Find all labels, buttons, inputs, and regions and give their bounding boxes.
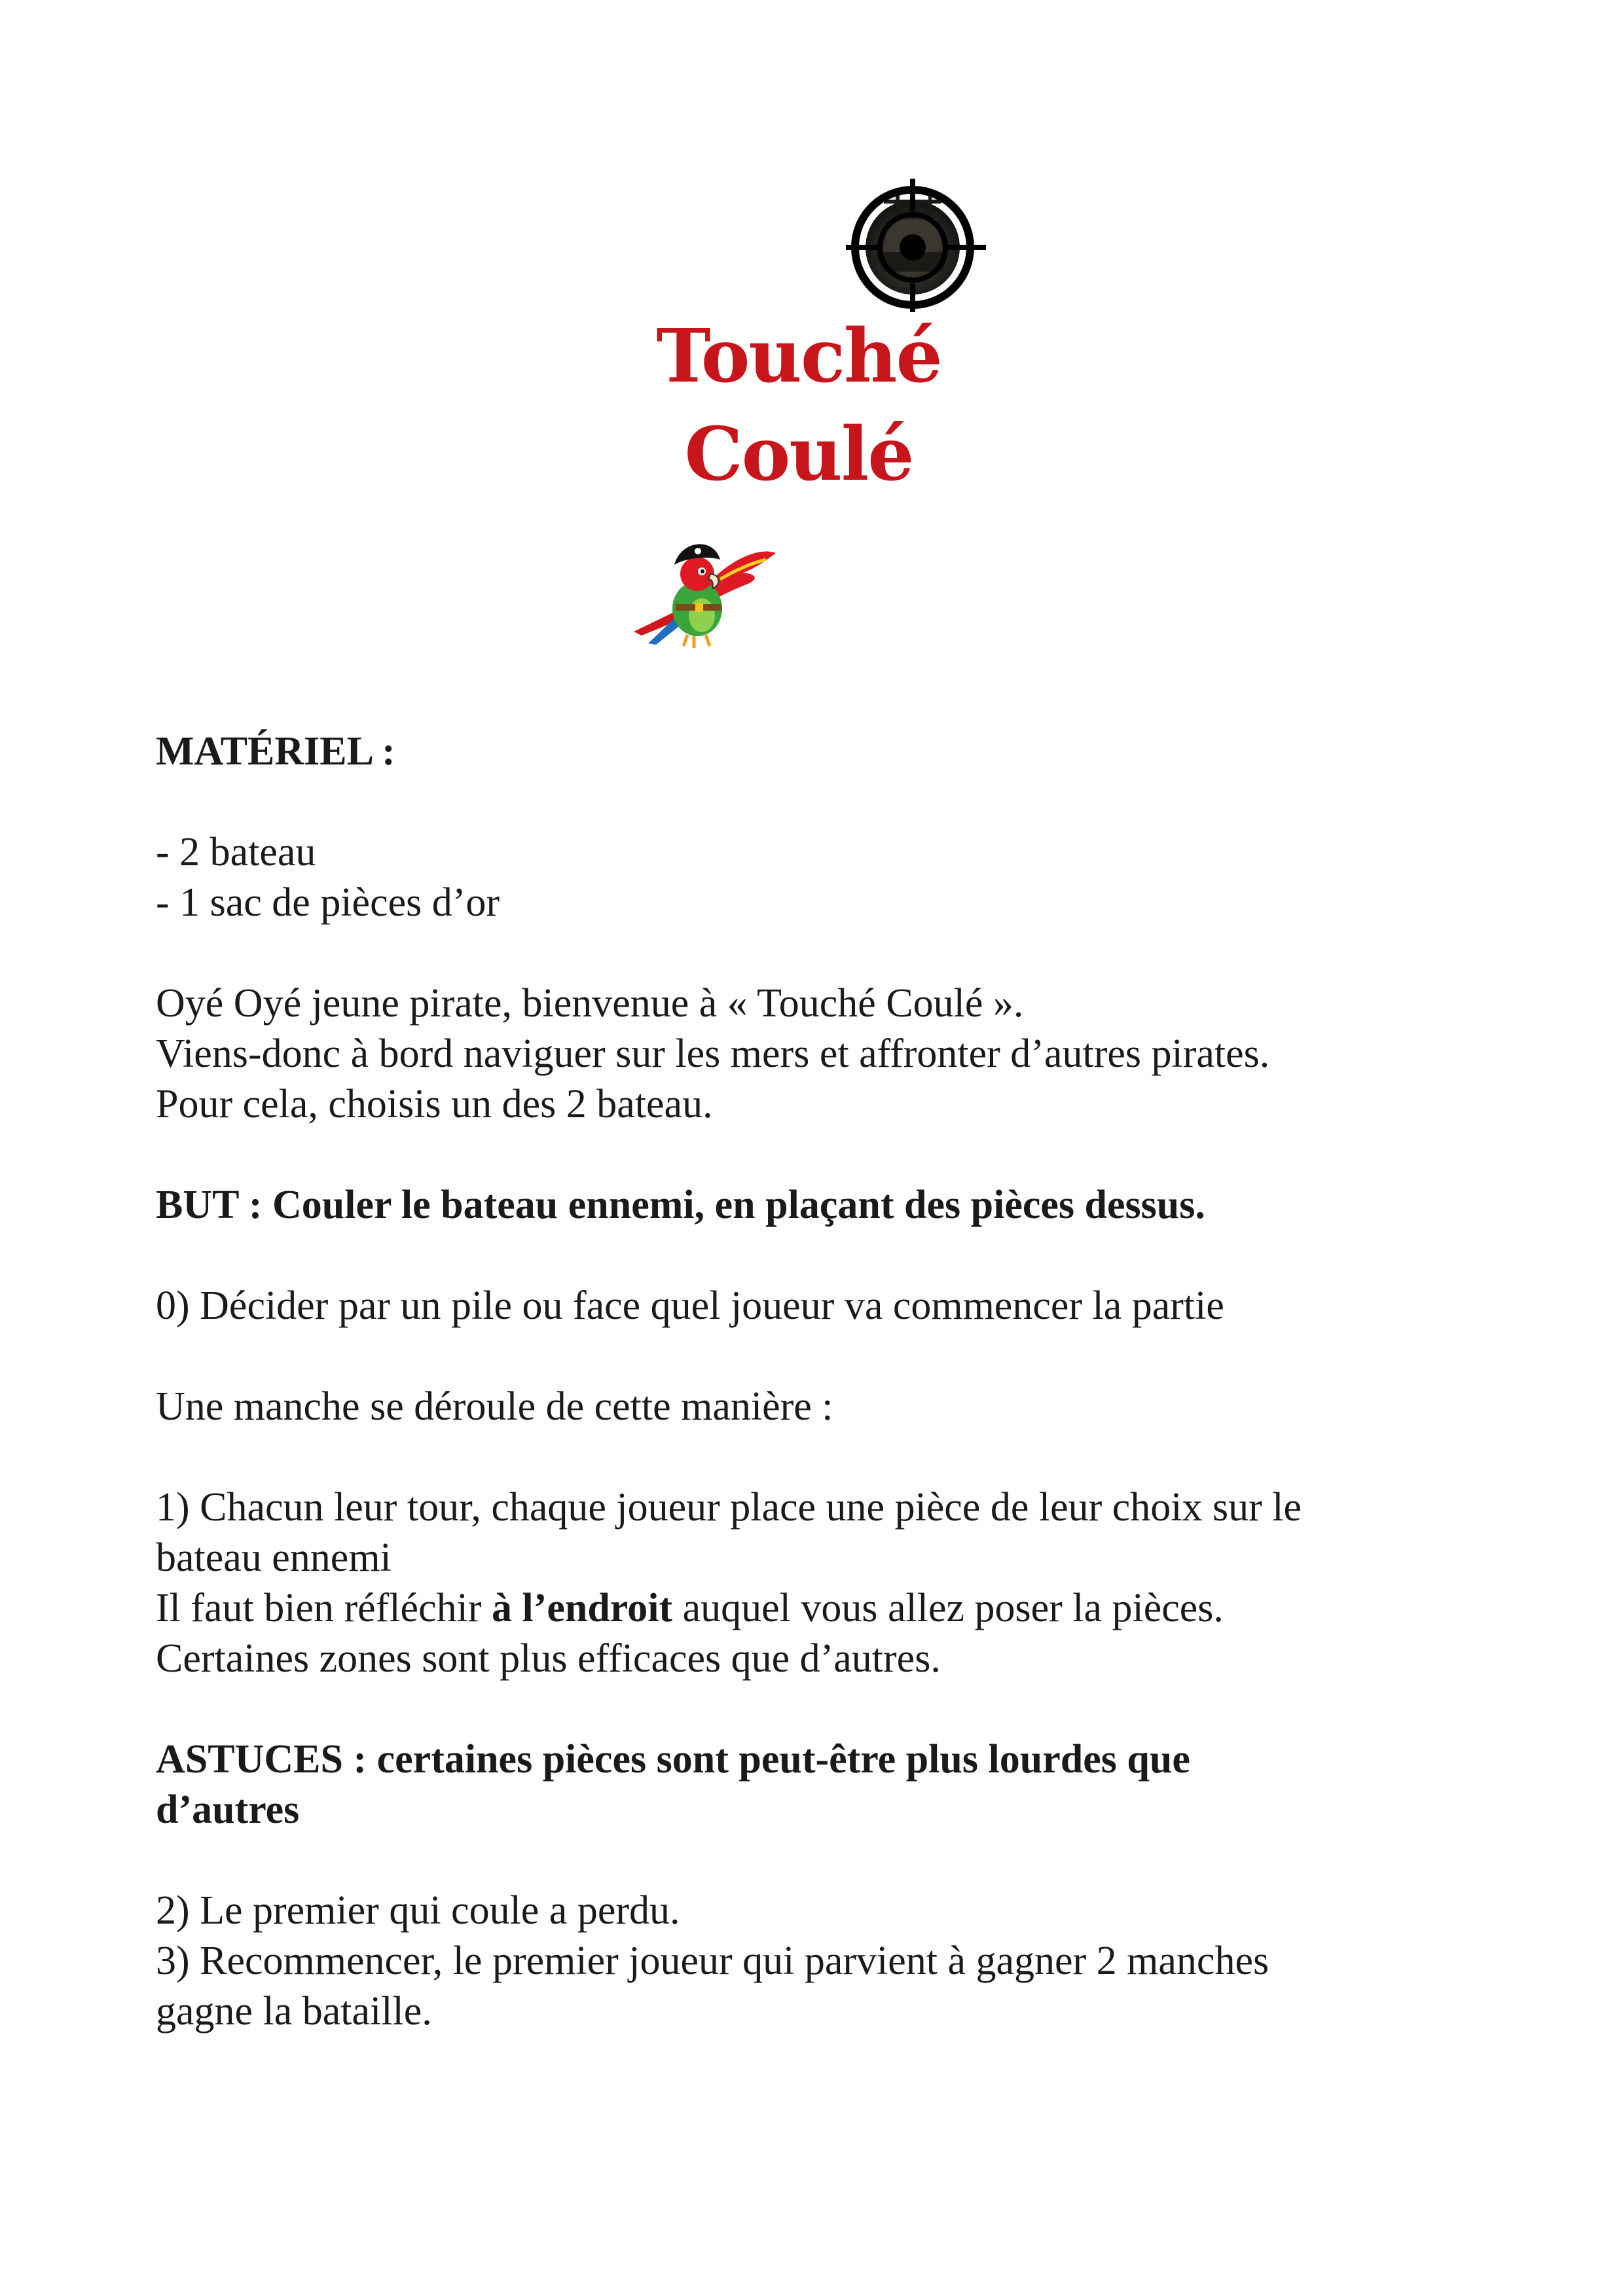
tips-line-2: d’autres <box>156 1787 300 1832</box>
game-title <box>629 308 969 504</box>
pirate-parrot-icon <box>629 533 779 651</box>
intro-line-2: Viens-donc à bord naviguer sur les mers et affronter d’autres pirates. <box>156 1031 1270 1076</box>
tips-line-1: ASTUCES : certaines pièces sont peut-être plus lourdes que <box>156 1737 1190 1782</box>
materiel-item-2: - 1 sac de pièces d’or <box>156 880 500 925</box>
round-intro: Une manche se déroule de cette manière : <box>156 1384 833 1429</box>
step-1-line-4: Certaines zones sont plus efficaces que d’autres. <box>156 1636 941 1681</box>
step-3-line-2: gagne la bataille. <box>156 1989 432 2034</box>
intro-line-3: Pour cela, choisis un des 2 bateau. <box>156 1082 713 1126</box>
title-line-1: Touché <box>656 314 941 399</box>
goal-heading: BUT : Couler le bateau ennemi, en plaçant des pièces dessus. <box>156 1183 1205 1227</box>
step-2: 2) Le premier qui coule a perdu. <box>156 1888 680 1933</box>
materiel-heading: MATÉRIEL : <box>156 729 395 774</box>
step-1-line-1: 1) Chacun leur tour, chaque joueur place une pièce de leur choix sur le <box>156 1485 1302 1530</box>
step-1-line-3-end: auquel vous allez poser la pièces. <box>672 1586 1224 1630</box>
crosshair-ship-icon <box>845 173 989 314</box>
rules-content <box>156 726 1491 2037</box>
step-1-line-3-start: Il faut bien réfléchir <box>156 1586 492 1630</box>
title-line-2: Coulé <box>684 412 913 497</box>
step-3-line-1: 3) Recommencer, le premier joueur qui parvient à gagner 2 manches <box>156 1939 1269 1983</box>
intro-line-1: Oyé Oyé jeune pirate, bienvenue à « Touché Coulé ». <box>156 981 1024 1026</box>
step-1-line-2: bateau ennemi <box>156 1535 392 1580</box>
step-1-line-3 <box>156 1583 1491 1634</box>
materiel-item-1: - 2 bateau <box>156 830 316 874</box>
step-0: 0) Décider par un pile ou face quel joueur va commencer la partie <box>156 1283 1224 1328</box>
step-1-emphasis: à l’endroit <box>491 1586 673 1630</box>
